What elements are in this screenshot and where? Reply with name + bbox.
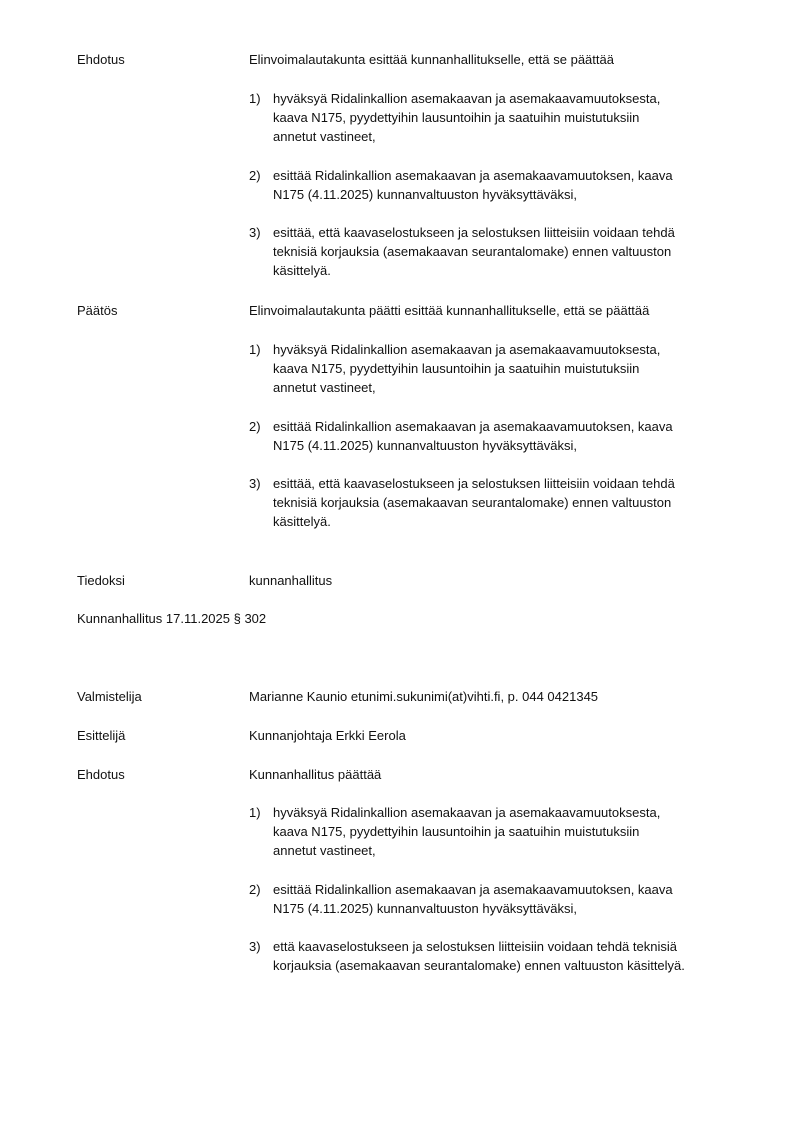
item-line: esittää Ridalinkallion asemakaavan ja asemakaavamuutoksen, kaava bbox=[273, 419, 673, 434]
item-line: teknisiä korjauksia (asemakaavan seurantalomake) ennen valtuuston bbox=[273, 495, 672, 510]
list-item bbox=[249, 89, 749, 146]
final-proposal-intro: Kunnanhallitus päättää bbox=[249, 767, 382, 782]
item-number: 2) bbox=[249, 419, 261, 434]
item-line: kaava N175, pyydettyihin lausuntoihin ja saatuihin muistutuksiin bbox=[273, 824, 640, 839]
item-line: käsittelyä. bbox=[273, 263, 331, 278]
esittelija-label: Esittelijä bbox=[77, 728, 126, 743]
item-line: hyväksyä Ridalinkallion asemakaavan ja asemakaavamuutoksesta, bbox=[273, 91, 661, 106]
item-number: 3) bbox=[249, 225, 261, 240]
item-line: N175 (4.11.2025) kunnanvaltuuston hyväksyttäväksi, bbox=[273, 901, 577, 916]
valmistelija-value: Marianne Kaunio etunimi.sukunimi(at)vihti.fi, p. 044 0421345 bbox=[249, 689, 599, 704]
item-line: esittää Ridalinkallion asemakaavan ja asemakaavamuutoksen, kaava bbox=[273, 168, 673, 183]
item-line: N175 (4.11.2025) kunnanvaltuuston hyväksyttäväksi, bbox=[273, 438, 577, 453]
item-line: hyväksyä Ridalinkallion asemakaavan ja asemakaavamuutoksesta, bbox=[273, 805, 661, 820]
tiedoksi-label: Tiedoksi bbox=[77, 573, 125, 588]
item-line: käsittelyä. bbox=[273, 514, 331, 529]
list-item bbox=[249, 803, 749, 860]
item-line: annetut vastineet, bbox=[273, 129, 376, 144]
item-line: hyväksyä Ridalinkallion asemakaavan ja asemakaavamuutoksesta, bbox=[273, 342, 661, 357]
item-line: annetut vastineet, bbox=[273, 843, 376, 858]
item-line: kaava N175, pyydettyihin lausuntoihin ja saatuihin muistutuksiin bbox=[273, 110, 640, 125]
item-line: annetut vastineet, bbox=[273, 380, 376, 395]
item-line: esittää, että kaavaselostukseen ja selostuksen liitteisiin voidaan tehdä bbox=[273, 476, 675, 491]
item-line: kaava N175, pyydettyihin lausuntoihin ja saatuihin muistutuksiin bbox=[273, 361, 640, 376]
list-item bbox=[249, 223, 749, 280]
list-item bbox=[249, 474, 749, 531]
item-line: teknisiä korjauksia (asemakaavan seurantalomake) ennen valtuuston bbox=[273, 244, 672, 259]
section-intro: Elinvoimalautakunta esittää kunnanhallitukselle, että se päättää bbox=[249, 52, 614, 67]
item-line: esittää Ridalinkallion asemakaavan ja asemakaavamuutoksen, kaava bbox=[273, 882, 673, 897]
item-line: N175 (4.11.2025) kunnanvaltuuston hyväksyttäväksi, bbox=[273, 187, 577, 202]
item-number: 3) bbox=[249, 939, 261, 954]
meeting-heading: Kunnanhallitus 17.11.2025 § 302 bbox=[77, 611, 267, 626]
valmistelija-label: Valmistelija bbox=[77, 689, 142, 704]
item-number: 3) bbox=[249, 476, 261, 491]
list-item bbox=[249, 417, 749, 455]
list-item bbox=[249, 937, 749, 975]
section-intro: Elinvoimalautakunta päätti esittää kunnanhallitukselle, että se päättää bbox=[249, 303, 650, 318]
item-number: 1) bbox=[249, 805, 261, 820]
esittelija-value: Kunnanjohtaja Erkki Eerola bbox=[249, 728, 406, 743]
list-item bbox=[249, 166, 749, 204]
item-number: 1) bbox=[249, 91, 261, 106]
section-label-ehdotus: Ehdotus bbox=[77, 52, 125, 67]
item-number: 2) bbox=[249, 882, 261, 897]
item-line: että kaavaselostukseen ja selostuksen liitteisiin voidaan tehdä teknisiä bbox=[273, 939, 677, 954]
tiedoksi-value: kunnanhallitus bbox=[249, 573, 333, 588]
final-proposal-label: Ehdotus bbox=[77, 767, 125, 782]
item-line: esittää, että kaavaselostukseen ja selostuksen liitteisiin voidaan tehdä bbox=[273, 225, 675, 240]
item-line: korjauksia (asemakaavan seurantalomake) ennen valtuuston käsittelyä. bbox=[273, 958, 685, 973]
list-item bbox=[249, 340, 749, 397]
item-number: 2) bbox=[249, 168, 261, 183]
list-item bbox=[249, 880, 749, 918]
item-number: 1) bbox=[249, 342, 261, 357]
section-label-paatos: Päätös bbox=[77, 303, 118, 318]
